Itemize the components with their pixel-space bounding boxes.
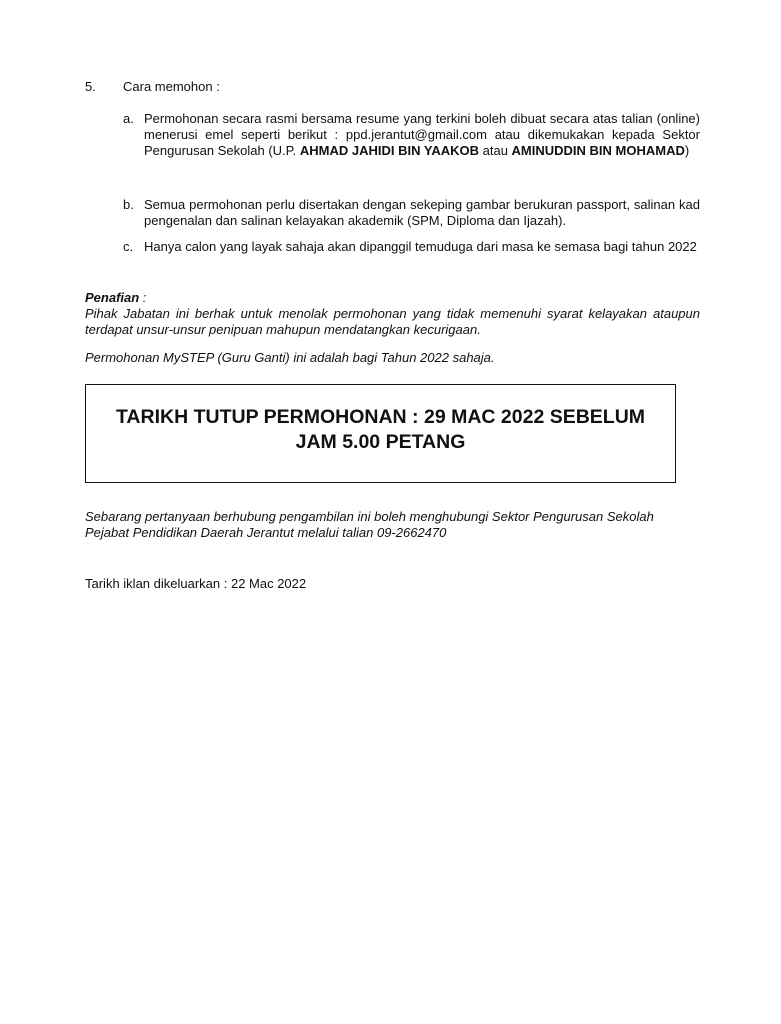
list-item-c xyxy=(123,239,700,255)
closing-date-box xyxy=(85,384,676,483)
disclaimer-title: Penafian xyxy=(85,290,140,305)
list-item-a xyxy=(123,111,700,159)
section-number: 5. xyxy=(85,79,96,94)
item-label: c. xyxy=(123,239,134,254)
disclaimer-text: Pihak Jabatan ini berhak untuk menolak permohonan yang tidak memenuhi syarat kelayakan ataupun terdapat unsur-unsur penipuan mahupun mendatangkan kecurigaan. xyxy=(85,306,700,337)
item-a-text-part2: atau xyxy=(479,143,512,158)
mystep-note: Permohonan MySTEP (Guru Ganti) ini adalah bagi Tahun 2022 sahaja. xyxy=(85,350,495,365)
item-text: Semua permohonan perlu disertakan dengan sekeping gambar berukuran passport, salinan kad pengenalan dan salinan kelayakan akademik (SPM, Diploma dan Ijazah). xyxy=(144,197,700,228)
closing-date-text: TARIKH TUTUP PERMOHONAN : 29 MAC 2022 SEBELUM JAM 5.00 PETANG xyxy=(115,406,646,453)
list-item-b xyxy=(123,197,700,229)
disclaimer-title-suffix: : xyxy=(139,290,147,305)
contact-name-2: AMINUDDIN BIN MOHAMAD xyxy=(511,143,685,158)
disclaimer xyxy=(85,290,700,338)
item-a-text-part3: ) xyxy=(684,143,690,158)
item-a-text-part1: Permohonan secara rasmi bersama resume yang terkini boleh dibuat secara atas talian (online) menerusi emel seperti berikut : ppd.jerantut@gmail.com atau dikemukakan kepada Sektor Pengurusan Sekolah (U.P. xyxy=(144,111,700,158)
item-label: b. xyxy=(123,197,134,212)
contact-name-1: AHMAD JAHIDI BIN YAAKOB xyxy=(299,143,480,158)
disclaimer-heading xyxy=(85,290,700,306)
enquiry-text: Sebarang pertanyaan berhubung pengambilan ini boleh menghubungi Sektor Pengurusan Sekolah Pejabat Pendidikan Daerah Jerantut melalui talian 09-2662470 xyxy=(85,509,654,540)
item-text xyxy=(144,111,700,159)
section-title: Cara memohon : xyxy=(123,79,220,94)
issue-date: Tarikh iklan dikeluarkan : 22 Mac 2022 xyxy=(85,576,307,591)
section-heading xyxy=(85,79,705,97)
item-text: Hanya calon yang layak sahaja akan dipanggil temuduga dari masa ke semasa bagi tahun 2022 xyxy=(144,239,697,254)
item-label: a. xyxy=(123,111,134,126)
